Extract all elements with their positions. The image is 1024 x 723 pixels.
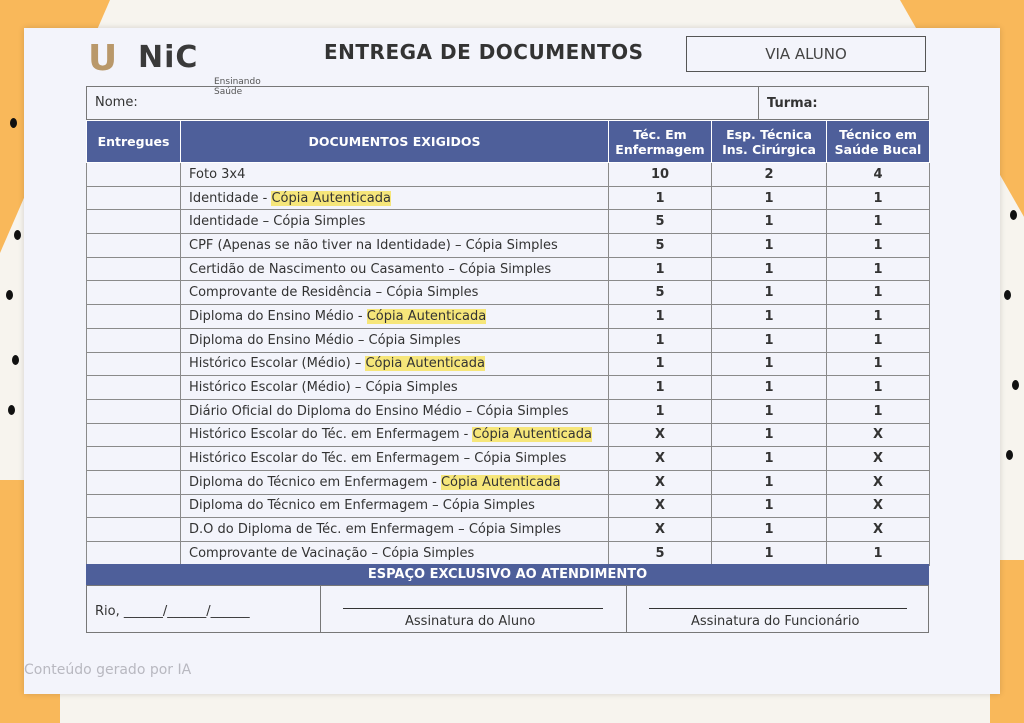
table-row [87,352,930,376]
nursing-qty-cell: 1 [609,376,712,400]
table-row [87,163,930,187]
nursing-qty-cell: 1 [609,257,712,281]
document-name: CPF (Apenas se não tiver na Identidade) – Cópia Simples [189,237,558,253]
nursing-qty-cell: 5 [609,281,712,305]
surgical-qty-cell: 1 [712,281,827,305]
nursing-qty-cell: 1 [609,399,712,423]
table-row [87,257,930,281]
document-name-cell [181,328,609,352]
decor-dot [6,290,13,300]
logo-text: NiC [138,40,199,75]
delivered-checkbox-cell[interactable] [87,542,181,566]
delivered-checkbox-cell[interactable] [87,305,181,329]
surgical-qty-cell: 1 [712,376,827,400]
service-band: ESPAÇO EXCLUSIVO AO ATENDIMENTO [86,564,929,585]
student-signature-cell [321,586,627,632]
surgical-qty-cell: 1 [712,399,827,423]
oral-health-qty-cell: 1 [827,376,930,400]
delivered-checkbox-cell[interactable] [87,494,181,518]
table-row [87,281,930,305]
col-header-nursing: Téc. Em Enfermagem [609,121,712,163]
nursing-qty-cell: 10 [609,163,712,187]
oral-health-qty-cell: 1 [827,399,930,423]
document-name-cell [181,518,609,542]
turma-cell [758,87,930,119]
surgical-qty-cell: 1 [712,542,827,566]
delivered-checkbox-cell[interactable] [87,470,181,494]
document-name: Histórico Escolar do Téc. em Enfermagem - [189,427,473,443]
document-name: Diário Oficial do Diploma do Ensino Médio – Cópia Simples [189,403,569,419]
authenticated-copy-highlight: Cópia Autenticada [366,308,487,324]
col-header-surgical: Esp. Técnica Ins. Cirúrgica [712,121,827,163]
table-row [87,399,930,423]
signature-row [86,585,929,633]
table-header-row [87,121,930,163]
ai-watermark: Conteúdo gerado por IA [24,662,192,678]
delivered-checkbox-cell[interactable] [87,281,181,305]
col-header-oral-health: Técnico em Saúde Bucal [827,121,930,163]
authenticated-copy-highlight: Cópia Autenticada [271,190,391,206]
delivered-checkbox-cell[interactable] [87,518,181,542]
surgical-qty-cell: 1 [712,305,827,329]
table-row [87,423,930,447]
document-name-cell [181,423,609,447]
delivered-checkbox-cell[interactable] [87,447,181,471]
surgical-qty-cell: 1 [712,234,827,258]
oral-health-qty-cell: 1 [827,234,930,258]
document-name-cell [181,163,609,187]
table-row [87,210,930,234]
delivered-checkbox-cell[interactable] [87,352,181,376]
document-name: Comprovante de Vacinação – Cópia Simples [189,545,475,561]
surgical-qty-cell: 1 [712,210,827,234]
unic-logo [88,34,261,97]
decor-dot [1006,450,1013,460]
logo-subtitle: Ensinando Saúde [214,77,261,97]
surgical-qty-cell: 1 [712,494,827,518]
nursing-qty-cell: 1 [609,305,712,329]
document-name-cell [181,210,609,234]
nursing-qty-cell: 5 [609,234,712,258]
surgical-qty-cell: 1 [712,257,827,281]
nursing-qty-cell: X [609,494,712,518]
delivered-checkbox-cell[interactable] [87,163,181,187]
document-name: Identidade – Cópia Simples [189,214,366,230]
document-title: ENTREGA DE DOCUMENTOS [324,40,644,64]
oral-health-qty-cell: 1 [827,257,930,281]
decor-dot [1012,380,1019,390]
oral-health-qty-cell: X [827,470,930,494]
logo-mark-icon: U [88,38,118,79]
delivered-checkbox-cell[interactable] [87,423,181,447]
surgical-qty-cell: 1 [712,328,827,352]
document-name-cell [181,305,609,329]
nursing-qty-cell: X [609,518,712,542]
surgical-qty-cell: 1 [712,518,827,542]
table-row [87,186,930,210]
name-row [86,86,929,120]
document-name-cell [181,470,609,494]
table-row [87,542,930,566]
documents-table [86,120,930,566]
oral-health-qty-cell: 1 [827,186,930,210]
decor-dot [10,118,17,128]
document-name: Identidade - [189,190,272,206]
signature-line [649,608,907,609]
table-row [87,305,930,329]
nursing-qty-cell: 1 [609,352,712,376]
oral-health-qty-cell: 1 [827,305,930,329]
oral-health-qty-cell: X [827,494,930,518]
oral-health-qty-cell: 1 [827,328,930,352]
surgical-qty-cell: 2 [712,163,827,187]
surgical-qty-cell: 1 [712,423,827,447]
table-row [87,494,930,518]
delivered-checkbox-cell[interactable] [87,186,181,210]
table-row [87,234,930,258]
document-name: Diploma do Técnico em Enfermagem – Cópia Simples [189,498,535,514]
table-row [87,376,930,400]
document-name: Histórico Escolar (Médio) – [189,356,366,372]
nursing-qty-cell: 1 [609,186,712,210]
via-box: VIA ALUNO [686,36,926,72]
document-name-cell [181,376,609,400]
delivered-checkbox-cell[interactable] [87,376,181,400]
delivered-checkbox-cell[interactable] [87,328,181,352]
oral-health-qty-cell: X [827,423,930,447]
nursing-qty-cell: X [609,423,712,447]
document-name-cell [181,234,609,258]
staff-signature-label: Assinatura do Funcionário [691,614,860,629]
document-name: Histórico Escolar (Médio) – Cópia Simples [189,380,458,396]
table-row [87,328,930,352]
table-row [87,470,930,494]
document-name-cell [181,186,609,210]
delivered-checkbox-cell[interactable] [87,257,181,281]
delivered-checkbox-cell[interactable] [87,234,181,258]
nursing-qty-cell: 5 [609,210,712,234]
col-header-documents: DOCUMENTOS EXIGIDOS [181,121,609,163]
turma-label: Turma: [767,96,818,111]
document-name-cell [181,542,609,566]
table-row [87,518,930,542]
nursing-qty-cell: X [609,447,712,471]
document-name: Diploma do Ensino Médio – Cópia Simples [189,332,461,348]
authenticated-copy-highlight: Cópia Autenticada [472,427,592,443]
document-name-cell [181,447,609,471]
oral-health-qty-cell: 1 [827,210,930,234]
document-name-cell [181,399,609,423]
date-cell [87,586,321,632]
nursing-qty-cell: X [609,470,712,494]
oral-health-qty-cell: 4 [827,163,930,187]
oral-health-qty-cell: 1 [827,281,930,305]
authenticated-copy-highlight: Cópia Autenticada [440,474,561,490]
decor-dot [1004,290,1011,300]
nursing-qty-cell: 5 [609,542,712,566]
document-name: Comprovante de Residência – Cópia Simples [189,285,479,301]
student-signature-label: Assinatura do Aluno [405,614,536,629]
surgical-qty-cell: 1 [712,186,827,210]
document-sheet [24,28,1000,694]
delivered-checkbox-cell[interactable] [87,399,181,423]
decor-dot [1010,210,1017,220]
surgical-qty-cell: 1 [712,447,827,471]
document-name-cell [181,352,609,376]
oral-health-qty-cell: 1 [827,542,930,566]
decor-dot [14,230,21,240]
nursing-qty-cell: 1 [609,328,712,352]
document-name-cell [181,494,609,518]
document-name-cell [181,257,609,281]
document-name: Histórico Escolar do Téc. em Enfermagem – Cópia Simples [189,451,567,467]
delivered-checkbox-cell[interactable] [87,210,181,234]
authenticated-copy-highlight: Cópia Autenticada [365,356,485,372]
col-header-delivered: Entregues [87,121,181,163]
document-name-cell [181,281,609,305]
decor-dot [8,405,15,415]
document-name: D.O do Diploma de Téc. em Enfermagem – Cópia Simples [189,522,561,538]
surgical-qty-cell: 1 [712,470,827,494]
document-name: Foto 3x4 [189,166,246,182]
document-name: Diploma do Técnico em Enfermagem - [189,474,441,490]
document-name: Diploma do Ensino Médio - [189,308,367,324]
oral-health-qty-cell: 1 [827,352,930,376]
signature-line [343,608,603,609]
oral-health-qty-cell: X [827,518,930,542]
date-label: Rio, ______/______/______ [95,604,250,619]
decor-dot [12,355,19,365]
surgical-qty-cell: 1 [712,352,827,376]
name-label: Nome: [95,95,138,110]
table-row [87,447,930,471]
oral-health-qty-cell: X [827,447,930,471]
document-name: Certidão de Nascimento ou Casamento – Cópia Simples [189,261,552,277]
